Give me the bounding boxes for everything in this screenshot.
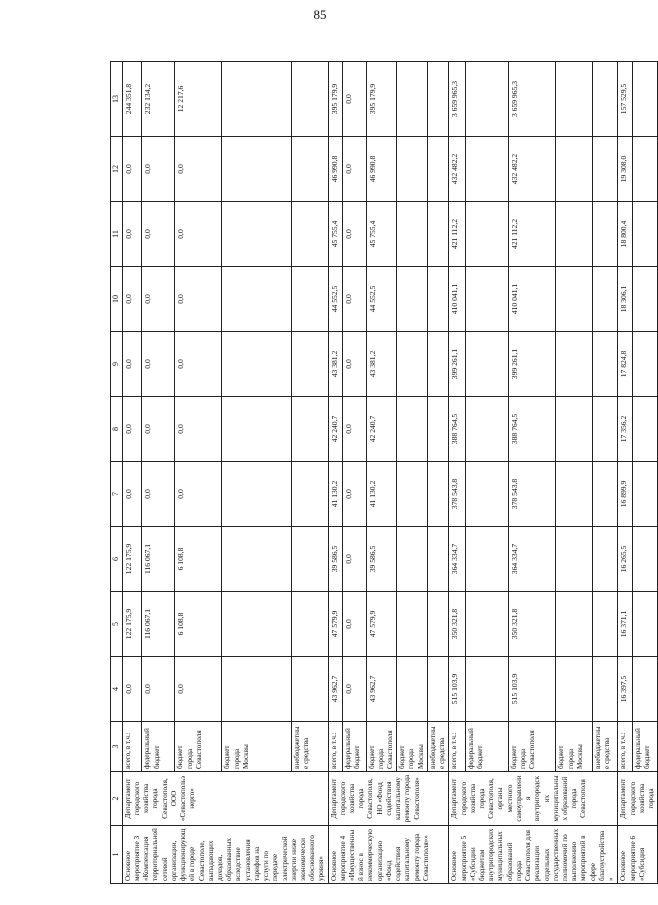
value-cell: 0,0: [175, 462, 222, 527]
value-cell: 43 962,7: [328, 657, 342, 722]
value-cell: 122 175,9: [122, 527, 142, 592]
value-cell: [633, 267, 658, 332]
value-cell: 0,0: [142, 397, 175, 462]
executor-cell: Департамент городского хозяйства города Севастополя, НО «Фонд содействия капитальному ремонту города Севастополя»: [328, 772, 449, 826]
value-cell: [427, 267, 448, 332]
value-cell: 0,0: [142, 332, 175, 397]
value-cell: 116 067,1: [142, 527, 175, 592]
funding-source-cell: внебюджетные средства: [592, 722, 618, 772]
total-value-cell: [397, 62, 428, 137]
measure-name-cell: Основное мероприятие 3 «Компенсация территориальной сетевой организации, функционирующей в городе Севастополе, выпадающих доходов, образованных вследствие установления тарифов на услуги по передаче электрической энергии ниже экономически обоснованного уровня»: [122, 826, 328, 884]
value-cell: [222, 202, 291, 267]
value-cell: 0,0: [122, 202, 142, 267]
total-value-cell: 3 659 965,3: [449, 62, 466, 137]
table-row: [122, 62, 142, 884]
value-cell: 410 041,1: [508, 267, 556, 332]
value-cell: [427, 462, 448, 527]
funding-source-cell: бюджет города Севастополя: [508, 722, 556, 772]
table-row: [342, 62, 366, 884]
value-cell: [222, 137, 291, 202]
value-cell: [291, 202, 328, 267]
value-cell: 39 586,5: [328, 527, 342, 592]
table-row: [142, 62, 175, 884]
value-cell: [556, 137, 592, 202]
rotated-table-container: [110, 62, 655, 884]
total-value-cell: 3 659 965,3: [508, 62, 556, 137]
value-cell: 421 112,2: [508, 202, 556, 267]
total-value-cell: [466, 62, 509, 137]
value-cell: 0,0: [342, 202, 366, 267]
value-cell: 18 800,4: [618, 202, 633, 267]
funding-source-cell: федеральный бюджет: [142, 722, 175, 772]
value-cell: 0,0: [122, 462, 142, 527]
value-cell: 388 764,5: [508, 397, 556, 462]
value-cell: 43 962,7: [366, 657, 397, 722]
value-cell: [427, 137, 448, 202]
value-cell: [291, 462, 328, 527]
total-value-cell: 0,0: [342, 62, 366, 137]
value-cell: [466, 397, 509, 462]
value-cell: [397, 527, 428, 592]
value-cell: 16 899,9: [618, 462, 633, 527]
value-cell: 0,0: [142, 462, 175, 527]
value-cell: 0,0: [175, 657, 222, 722]
value-cell: [427, 527, 448, 592]
funding-source-cell: бюджет города Севастополя: [366, 722, 397, 772]
value-cell: 410 041,1: [449, 267, 466, 332]
value-cell: [633, 527, 658, 592]
funding-source-cell: бюджет города Москвы: [556, 722, 592, 772]
funding-source-cell: внебюджетные средства: [291, 722, 328, 772]
value-cell: 399 261,1: [508, 332, 556, 397]
total-value-cell: 12 217,6: [175, 62, 222, 137]
value-cell: [397, 137, 428, 202]
table-row: [175, 62, 222, 884]
value-cell: 350 321,8: [508, 592, 556, 657]
funding-source-cell: всего, в т.ч.:: [449, 722, 466, 772]
value-cell: 432 482,2: [449, 137, 466, 202]
value-cell: [633, 462, 658, 527]
total-value-cell: [222, 62, 291, 137]
value-cell: [222, 592, 291, 657]
column-number: 1: [111, 826, 123, 884]
value-cell: 432 482,2: [508, 137, 556, 202]
table-row: [466, 62, 509, 884]
value-cell: [397, 592, 428, 657]
value-cell: [291, 267, 328, 332]
value-cell: [427, 592, 448, 657]
value-cell: [556, 332, 592, 397]
value-cell: [592, 527, 618, 592]
funding-source-cell: бюджет города Москвы: [397, 722, 428, 772]
executor-cell: Департамент городского хозяйства города: [618, 772, 658, 826]
value-cell: [592, 137, 618, 202]
value-cell: 46 990,8: [366, 137, 397, 202]
total-value-cell: 157 529,5: [618, 62, 633, 137]
value-cell: [592, 462, 618, 527]
funding-source-cell: федеральный бюджет: [466, 722, 509, 772]
value-cell: 515 103,9: [449, 657, 466, 722]
value-cell: 0,0: [175, 137, 222, 202]
value-cell: 17 824,8: [618, 332, 633, 397]
column-number: 8: [111, 397, 123, 462]
table-row: [328, 62, 342, 884]
value-cell: 0,0: [142, 202, 175, 267]
value-cell: 47 579,9: [366, 592, 397, 657]
total-value-cell: [592, 62, 618, 137]
executor-cell: Департамент городского хозяйства города Севастополя, органы местного самоуправления внутригородских муниципальных образований города Севастополя: [449, 772, 618, 826]
value-cell: [222, 267, 291, 332]
table-row: [397, 62, 428, 884]
value-cell: [466, 137, 509, 202]
value-cell: [633, 202, 658, 267]
value-cell: [556, 267, 592, 332]
budget-table: [110, 61, 658, 884]
value-cell: [466, 657, 509, 722]
value-cell: 18 306,1: [618, 267, 633, 332]
column-number: 7: [111, 462, 123, 527]
value-cell: 0,0: [122, 267, 142, 332]
value-cell: 0,0: [342, 592, 366, 657]
value-cell: [222, 397, 291, 462]
value-cell: 515 103,9: [508, 657, 556, 722]
column-number: 9: [111, 332, 123, 397]
value-cell: [397, 657, 428, 722]
value-cell: [633, 332, 658, 397]
table-row: [556, 62, 592, 884]
measure-name-cell: Основное мероприятие 6 «Субсидия: [618, 826, 658, 884]
total-value-cell: [427, 62, 448, 137]
column-number: 5: [111, 592, 123, 657]
value-cell: [291, 397, 328, 462]
value-cell: 45 755,4: [366, 202, 397, 267]
table-row: [508, 62, 556, 884]
funding-source-cell: бюджет города Севастополя: [175, 722, 222, 772]
value-cell: [466, 527, 509, 592]
value-cell: 16 371,1: [618, 592, 633, 657]
value-cell: 0,0: [342, 527, 366, 592]
total-value-cell: 232 134,2: [142, 62, 175, 137]
value-cell: 0,0: [122, 657, 142, 722]
table-row: [633, 62, 658, 884]
value-cell: [397, 332, 428, 397]
value-cell: 0,0: [175, 332, 222, 397]
value-cell: [397, 202, 428, 267]
value-cell: 39 586,5: [366, 527, 397, 592]
value-cell: 0,0: [142, 137, 175, 202]
value-cell: [592, 267, 618, 332]
column-number: 11: [111, 202, 123, 267]
measure-name-cell: Основное мероприятие 5 «Субсидии бюджетам внутригородских муниципальных образований города Севастополя для реализации отдельных государственных полномочий по выполнению мероприятий в сфере благоустройства»: [449, 826, 618, 884]
value-cell: 0,0: [342, 137, 366, 202]
value-cell: [427, 332, 448, 397]
value-cell: 17 356,2: [618, 397, 633, 462]
value-cell: [397, 267, 428, 332]
value-cell: [222, 462, 291, 527]
value-cell: [397, 397, 428, 462]
value-cell: 421 112,2: [449, 202, 466, 267]
value-cell: 16 397,5: [618, 657, 633, 722]
value-cell: [556, 657, 592, 722]
value-cell: [556, 527, 592, 592]
value-cell: 0,0: [175, 267, 222, 332]
value-cell: 42 240,7: [328, 397, 342, 462]
column-number: 6: [111, 527, 123, 592]
column-number: 4: [111, 657, 123, 722]
value-cell: [633, 137, 658, 202]
value-cell: 364 334,7: [508, 527, 556, 592]
total-value-cell: [291, 62, 328, 137]
value-cell: [291, 592, 328, 657]
table-row: [592, 62, 618, 884]
funding-source-cell: всего, в т.ч.:: [328, 722, 342, 772]
value-cell: 19 308,0: [618, 137, 633, 202]
value-cell: [592, 592, 618, 657]
table-row: [618, 62, 633, 884]
measure-name-cell: Основное мероприятие 4 «Имущественный взнос в некоммерческую организацию «Фонд содействия капитальному ремонту города Севастополя»»: [328, 826, 449, 884]
value-cell: 399 261,1: [449, 332, 466, 397]
value-cell: 44 552,5: [328, 267, 342, 332]
total-value-cell: [633, 62, 658, 137]
value-cell: 0,0: [342, 332, 366, 397]
value-cell: 43 381,2: [328, 332, 342, 397]
funding-source-cell: всего, в т.ч.:: [122, 722, 142, 772]
funding-source-cell: всего, в т.ч.:: [618, 722, 633, 772]
table-row: [449, 62, 466, 884]
value-cell: [556, 202, 592, 267]
value-cell: [633, 592, 658, 657]
value-cell: 0,0: [122, 397, 142, 462]
value-cell: 44 552,5: [366, 267, 397, 332]
value-cell: [592, 202, 618, 267]
value-cell: [291, 137, 328, 202]
value-cell: 47 579,9: [328, 592, 342, 657]
value-cell: 0,0: [122, 332, 142, 397]
value-cell: 0,0: [175, 397, 222, 462]
value-cell: [466, 202, 509, 267]
value-cell: [466, 592, 509, 657]
value-cell: [466, 332, 509, 397]
total-value-cell: [556, 62, 592, 137]
value-cell: [633, 657, 658, 722]
value-cell: 0,0: [342, 397, 366, 462]
column-number: 13: [111, 62, 123, 137]
value-cell: 16 265,5: [618, 527, 633, 592]
value-cell: 43 381,2: [366, 332, 397, 397]
value-cell: 0,0: [175, 202, 222, 267]
value-cell: [427, 202, 448, 267]
value-cell: [291, 527, 328, 592]
page-number: 85: [313, 7, 327, 22]
value-cell: 378 543,8: [449, 462, 466, 527]
value-cell: 41 130,2: [366, 462, 397, 527]
value-cell: 45 755,4: [328, 202, 342, 267]
value-cell: [592, 657, 618, 722]
executor-cell: Департамент городского хозяйства города Севастополя, ООО «Севастопольэнерго»: [122, 772, 328, 826]
table-row: [427, 62, 448, 884]
value-cell: 6 108,8: [175, 592, 222, 657]
value-cell: 42 240,7: [366, 397, 397, 462]
value-cell: [633, 397, 658, 462]
value-cell: 6 108,8: [175, 527, 222, 592]
value-cell: 364 334,7: [449, 527, 466, 592]
funding-source-cell: федеральный бюджет: [633, 722, 658, 772]
value-cell: 122 175,9: [122, 592, 142, 657]
value-cell: [466, 462, 509, 527]
value-cell: [397, 462, 428, 527]
value-cell: [222, 527, 291, 592]
value-cell: 350 321,8: [449, 592, 466, 657]
funding-source-cell: внебюджетные средства: [427, 722, 448, 772]
funding-source-cell: федеральный бюджет: [342, 722, 366, 772]
value-cell: 0,0: [342, 657, 366, 722]
value-cell: 0,0: [342, 267, 366, 332]
value-cell: [291, 657, 328, 722]
value-cell: [427, 657, 448, 722]
value-cell: 388 764,5: [449, 397, 466, 462]
value-cell: 116 067,1: [142, 592, 175, 657]
value-cell: [222, 332, 291, 397]
value-cell: 0,0: [142, 267, 175, 332]
value-cell: 378 543,8: [508, 462, 556, 527]
column-number: 3: [111, 722, 123, 772]
value-cell: [291, 332, 328, 397]
value-cell: 0,0: [122, 137, 142, 202]
table-row: [291, 62, 328, 884]
column-number: 12: [111, 137, 123, 202]
funding-source-cell: бюджет города Москвы: [222, 722, 291, 772]
table-row: [366, 62, 397, 884]
column-number-row: [111, 62, 123, 884]
value-cell: 46 990,8: [328, 137, 342, 202]
value-cell: [556, 397, 592, 462]
total-value-cell: 244 351,8: [122, 62, 142, 137]
value-cell: [592, 397, 618, 462]
value-cell: [427, 397, 448, 462]
column-number: 2: [111, 772, 123, 826]
column-number: 10: [111, 267, 123, 332]
value-cell: [222, 657, 291, 722]
total-value-cell: 395 179,9: [366, 62, 397, 137]
table-row: [222, 62, 291, 884]
value-cell: [556, 462, 592, 527]
value-cell: 0,0: [142, 657, 175, 722]
value-cell: [556, 592, 592, 657]
value-cell: 41 130,2: [328, 462, 342, 527]
value-cell: [466, 267, 509, 332]
value-cell: [592, 332, 618, 397]
total-value-cell: 395 179,9: [328, 62, 342, 137]
value-cell: 0,0: [342, 462, 366, 527]
